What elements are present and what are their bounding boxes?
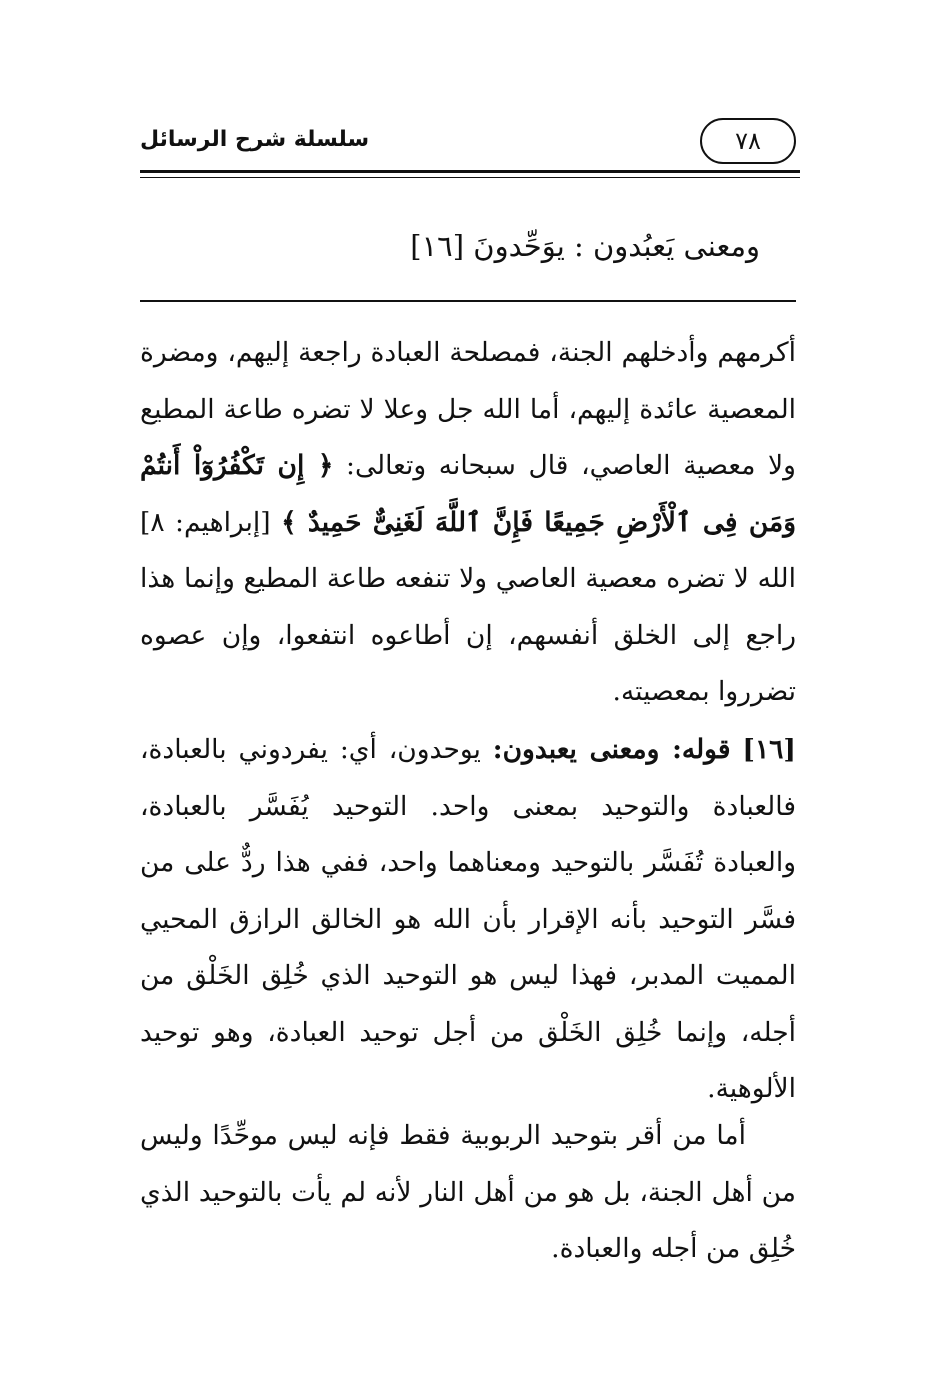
paragraph-3-text: أما من أقر بتوحيد الربوبية فقط فإنه ليس موحِّدًا وليس من أهل الجنة، بل هو من أهل النار لأنه لم يأت بالتوحيد الذي خُلِق من أجله والعبادة.: [140, 1120, 796, 1264]
paragraph-1-text: أكرمهم وأدخلهم الجنة، فمصلحة العبادة راجعة إليهم، ومضرة المعصية عائدة إليهم، أما الله جل وعلا لا تضره طاعة المطيع ولا معصية العاصي، قال سبحانه وتعالى:: [140, 337, 796, 481]
paragraph-3: [140, 1108, 796, 1278]
matn-line: ومعنى يَعبُدون : يوَحِّدونَ [١٦]: [410, 229, 760, 263]
commentary-lead: قوله: ومعنى يعبدون:: [492, 734, 731, 765]
paragraph-1-continuation: [إبراهيم: ٨] الله لا تضره معصية العاصي ولا تنفعه طاعة المطيع وإنما هذا راجع إلى الخلق أنفسهم، إن أطاعوه انتفعوا، وإن عصوه تضرروا بمعصيته.: [140, 506, 796, 707]
series-title: سلسلة شرح الرسائل: [140, 127, 370, 152]
header-rule-thick: [140, 170, 800, 173]
quran-verse: ﴿ إِن تَكْفُرُوٓاْ أَنتُمْ وَمَن فِى ٱلْأَرْضِ جَمِيعًا فَإِنَّ ٱللَّهَ لَغَنِىٌّ حَمِيدٌ ﴾: [140, 450, 796, 538]
matn-separator: [140, 300, 796, 302]
paragraph-2: [140, 722, 796, 1118]
paragraph-1: [140, 325, 796, 721]
commentary-ref: [١٦]: [742, 734, 796, 765]
header-rule-thin: [140, 177, 800, 178]
page-number: ٧٨: [735, 127, 761, 155]
paragraph-2-text: يوحدون، أي: يفردوني بالعبادة، فالعبادة والتوحيد بمعنى واحد. التوحيد يُفَسَّر بالعبادة، والعبادة تُفَسَّر بالتوحيد ومعناهما واحد، ففي هذا ردٌّ على من فسَّر التوحيد بأنه الإقرار بأن الله هو الخالق الرازق المحيي المميت المدبر، فهذا ليس هو التوحيد الذي خُلِق الخَلْق من أجله، وإنما خُلِق الخَلْق من أجل توحيد العبادة، وهو توحيد الألوهية.: [140, 734, 796, 1104]
page-number-badge: [700, 118, 796, 164]
